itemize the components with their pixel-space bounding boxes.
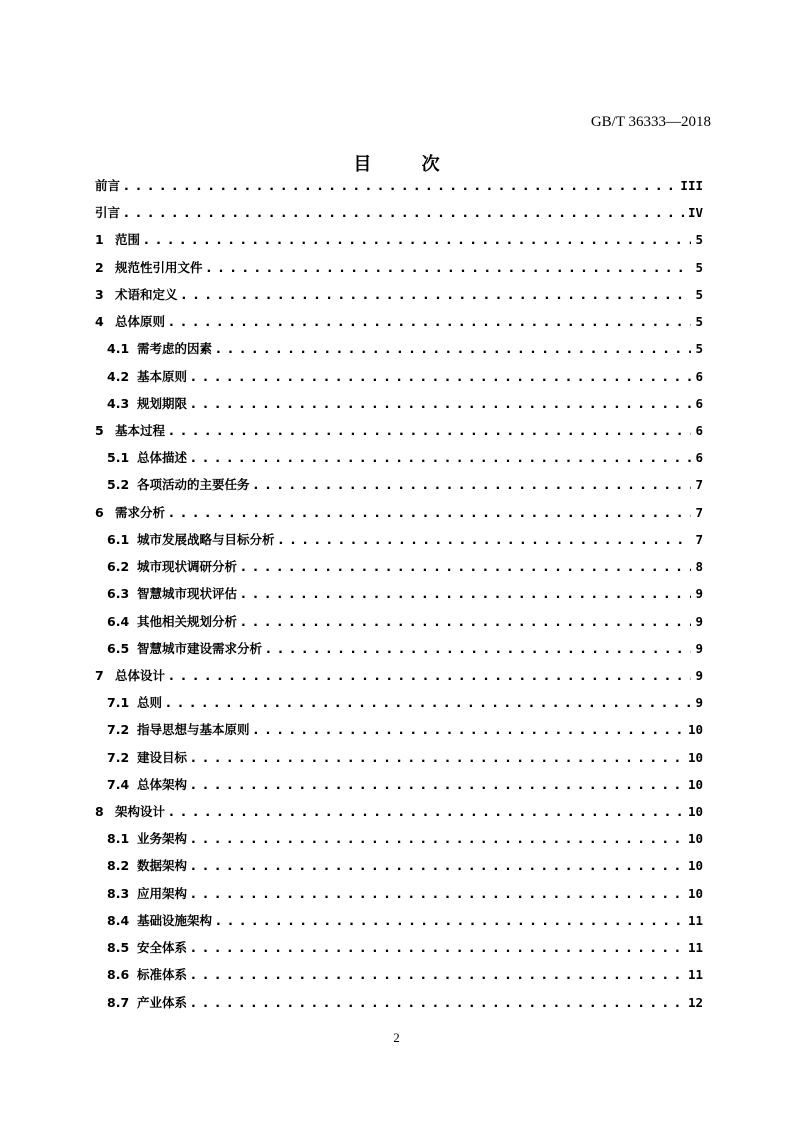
toc-entry[interactable] [95,526,703,553]
toc-entry-label: 基础设施架构 [137,912,213,928]
toc-entry-label: 总体原则 [115,314,166,330]
toc-entry-number: 5.2 [107,477,130,493]
toc-entry-label: 基本过程 [115,422,166,438]
toc-entry-number: 4.3 [107,395,130,411]
dot-leader [191,989,684,1016]
toc-entry-number: 2 [95,259,104,275]
standard-code: GB/T 36333—2018 [590,114,711,130]
dot-leader [191,444,691,471]
toc-entry[interactable] [95,934,703,961]
toc-entry-page: 5 [695,341,703,357]
toc-entry-page: 10 [687,722,703,738]
toc-entry-number: 5.1 [107,450,130,466]
table-of-contents [95,172,703,1016]
toc-entry-label: 智慧城市建设需求分析 [137,640,263,656]
dot-leader [216,907,684,934]
toc-entry-number: 3 [95,286,104,302]
dot-leader [254,716,684,743]
toc-entry-number: 1 [95,232,104,248]
toc-entry-label: 产业体系 [137,994,188,1010]
dot-leader [191,880,684,907]
toc-entry[interactable] [95,335,703,362]
toc-entry-number: 8.6 [107,967,130,983]
toc-entry-number: 8.4 [107,912,130,928]
dot-leader [216,335,691,362]
toc-entry-page: 6 [695,422,703,438]
toc-entry[interactable] [95,689,703,716]
toc-entry-number: 6.3 [107,586,130,602]
toc-entry[interactable] [95,608,703,635]
toc-entry-number: 7.4 [107,776,130,792]
toc-entry[interactable] [95,281,703,308]
toc-entry-label: 标准体系 [137,967,188,983]
toc-entry-page: 5 [695,286,703,302]
toc-entry-label: 建设目标 [137,749,188,765]
dot-leader [191,363,691,390]
toc-entry-page: 12 [687,994,703,1010]
toc-entry[interactable] [95,199,703,226]
toc-entry-number: 7.2 [107,749,130,765]
toc-entry-label: 总体描述 [137,450,188,466]
toc-entry-page: 7 [695,477,703,493]
toc-entry[interactable] [95,471,703,498]
toc-entry-label: 需考虑的因素 [137,341,213,357]
toc-entry-page: 6 [695,450,703,466]
dot-leader [254,471,692,498]
toc-entry[interactable] [95,553,703,580]
dot-leader [191,852,684,879]
toc-entry-number: 8.5 [107,940,130,956]
toc-entry-page: 10 [687,831,703,847]
toc-entry[interactable] [95,444,703,471]
toc-entry-label: 引言 [95,205,121,221]
toc-entry[interactable] [95,880,703,907]
toc-entry-page: 9 [695,640,703,656]
dot-leader [124,172,676,199]
dot-leader [169,499,691,526]
toc-entry-number: 6.5 [107,640,130,656]
toc-entry[interactable] [95,363,703,390]
toc-entry-label: 总则 [137,695,163,711]
toc-entry-number: 6.1 [107,531,130,547]
toc-entry-number: 4.2 [107,368,130,384]
toc-entry[interactable] [95,172,703,199]
toc-entry[interactable] [95,254,703,281]
toc-entry[interactable] [95,989,703,1016]
toc-entry-page: 6 [695,395,703,411]
toc-entry-label: 前言 [95,178,121,193]
toc-entry-label: 应用架构 [137,885,188,901]
toc-entry-number: 6.2 [107,559,130,575]
dot-leader [182,281,692,308]
toc-entry-label: 需求分析 [115,504,166,520]
toc-entry-page: 9 [695,695,703,711]
dot-leader [241,580,691,607]
toc-entry-label: 安全体系 [137,940,188,956]
dot-leader [169,417,691,444]
toc-entry-page: 9 [695,613,703,629]
toc-entry-label: 规划期限 [137,395,188,411]
toc-entry-page: 9 [695,667,703,683]
toc-entry-page: 10 [687,804,703,820]
toc-entry-number: 4.1 [107,341,130,357]
toc-entry[interactable] [95,907,703,934]
toc-entry-page: III [680,178,703,193]
toc-entry-page: 10 [687,885,703,901]
toc-entry-label: 城市现状调研分析 [137,559,238,575]
page-number: 2 [393,1030,400,1045]
toc-entry-page: 9 [695,586,703,602]
toc-entry-page: 6 [695,368,703,384]
toc-entry-number: 6.4 [107,613,130,629]
toc-entry-page: 10 [687,776,703,792]
toc-entry[interactable] [95,417,703,444]
toc-entry-page: 11 [687,967,703,983]
dot-leader [191,390,691,417]
toc-entry-label: 架构设计 [115,804,166,820]
toc-entry-page: 11 [687,912,703,928]
toc-entry-page: 5 [695,259,703,275]
toc-entry-label: 规范性引用文件 [115,259,203,275]
toc-entry-label: 范围 [115,232,141,248]
toc-entry-number: 4 [95,314,104,330]
toc-entry[interactable] [95,716,703,743]
toc-entry-page: 5 [695,232,703,248]
toc-entry-page: 11 [687,940,703,956]
toc-entry[interactable] [95,852,703,879]
toc-entry[interactable] [95,499,703,526]
toc-entry[interactable] [95,308,703,335]
toc-entry-number: 5 [95,422,104,438]
toc-entry[interactable] [95,825,703,852]
toc-entry[interactable] [95,961,703,988]
toc-entry-label: 各项活动的主要任务 [137,477,250,493]
dot-leader [191,744,684,771]
dot-leader [191,771,684,798]
toc-entry[interactable] [95,635,703,662]
toc-entry-number: 7.1 [107,695,130,711]
toc-entry-page: IV [687,205,703,221]
toc-entry-page: 7 [695,504,703,520]
toc-entry-label: 总体设计 [115,667,166,683]
toc-entry[interactable] [95,662,703,689]
dot-leader [169,798,684,825]
toc-entry-page: 8 [695,559,703,575]
dot-leader [279,526,692,553]
toc-entry-label: 术语和定义 [115,286,178,302]
toc-entry-number: 8.7 [107,994,130,1010]
dot-leader [241,608,691,635]
toc-entry[interactable] [95,798,703,825]
dot-leader [169,662,691,689]
toc-entry-label: 基本原则 [137,368,188,384]
toc-entry-number: 7 [95,667,104,683]
toc-entry-label: 其他相关规划分析 [137,613,238,629]
dot-leader [166,689,691,716]
toc-entry[interactable] [95,771,703,798]
toc-entry-label: 智慧城市现状评估 [137,586,238,602]
toc-entry-number: 8.1 [107,831,130,847]
dot-leader [124,199,684,226]
dot-leader [191,825,684,852]
dot-leader [191,961,684,988]
dot-leader [241,553,691,580]
toc-entry[interactable] [95,226,703,253]
dot-leader [144,226,691,253]
page-title: 目 次 [353,154,462,175]
toc-entry-number: 7.2 [107,722,130,738]
toc-entry-label: 业务架构 [137,831,188,847]
dot-leader [191,934,684,961]
toc-entry[interactable] [95,744,703,771]
toc-entry-label: 指导思想与基本原则 [137,722,250,738]
toc-entry-page: 10 [687,749,703,765]
toc-entry-label: 数据架构 [137,858,188,874]
dot-leader [169,308,691,335]
dot-leader [207,254,692,281]
toc-entry[interactable] [95,390,703,417]
toc-entry-label: 总体架构 [137,776,188,792]
toc-entry-page: 5 [695,314,703,330]
toc-entry-label: 城市发展战略与目标分析 [137,531,275,547]
dot-leader [266,635,691,662]
toc-entry[interactable] [95,580,703,607]
toc-entry-number: 8.3 [107,885,130,901]
toc-entry-number: 6 [95,504,104,520]
toc-entry-page: 7 [695,531,703,547]
toc-entry-page: 10 [687,858,703,874]
toc-entry-number: 8 [95,804,104,820]
toc-entry-number: 8.2 [107,858,130,874]
